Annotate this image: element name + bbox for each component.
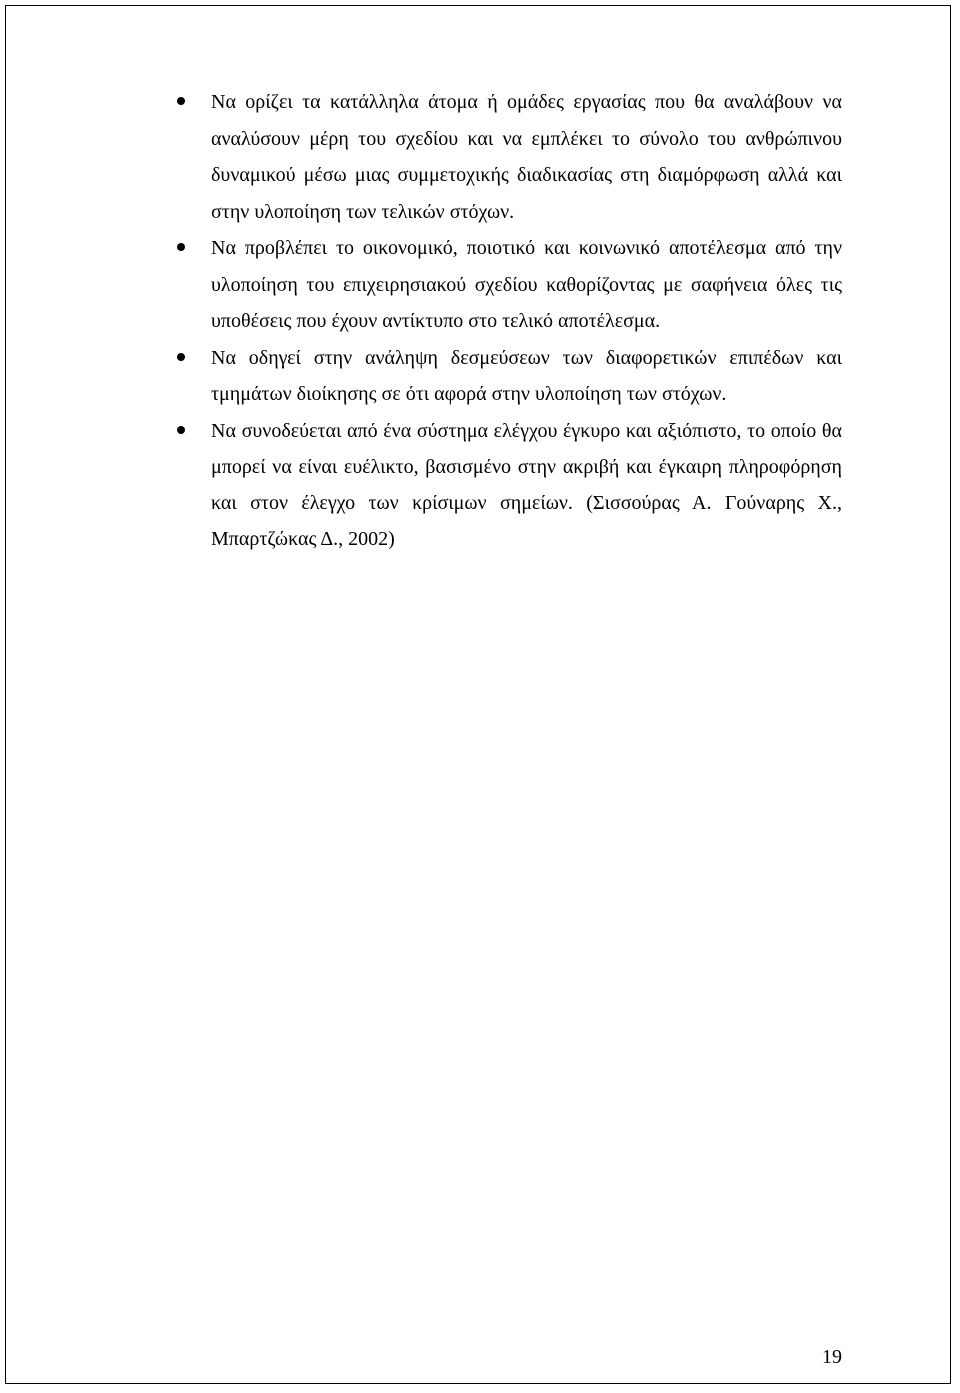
list-item — [211, 84, 842, 230]
list-item-text: Να οδηγεί στην ανάληψη δεσμεύσεων των διαφορετικών επιπέδων και τμημάτων διοίκησης σε ότι αφορά στην υλοποίηση των στόχων. — [211, 346, 842, 405]
bullet-icon — [177, 353, 185, 361]
list-item-text: Να ορίζει τα κατάλληλα άτομα ή ομάδες εργασίας που θα αναλάβουν να αναλύσουν μέρη του σχεδίου και να εμπλέκει το σύνολο του ανθρώπινου δυναμικού μέσω μιας συμμετοχικής διαδικασίας στη διαμόρφωση αλλά και στην υλοποίηση των τελικών στόχων. — [211, 91, 842, 223]
list-item — [211, 413, 842, 557]
list-item-text: Να προβλέπει το οικονομικό, ποιοτικό και κοινωνικό αποτέλεσμα από την υλοποίηση του επιχειρησιακού σχεδίου καθορίζοντας με σαφήνεια όλες τις υποθέσεις που έχουν αντίκτυπο στο τελικό αποτέλεσμα. — [211, 237, 842, 332]
bullet-icon — [177, 243, 185, 251]
bullet-icon — [177, 97, 185, 105]
bullet-list — [211, 84, 842, 557]
list-item-text: Να συνοδεύεται από ένα σύστημα ελέγχου έγκυρο και αξιόπιστο, το οποίο θα μπορεί να είναι ευέλικτο, βασισμένο στην ακριβή και έγκαιρη πληροφόρηση και στον έλεγχο των κρίσιμων σημείων. (Σισσούρας Α. Γούναρης Χ., Μπαρτζώκας Δ., 2002) — [211, 419, 842, 550]
list-item — [211, 340, 842, 413]
bullet-icon — [177, 426, 185, 434]
list-item — [211, 230, 842, 340]
page-number: 19 — [822, 1346, 842, 1368]
document-body — [211, 84, 842, 557]
